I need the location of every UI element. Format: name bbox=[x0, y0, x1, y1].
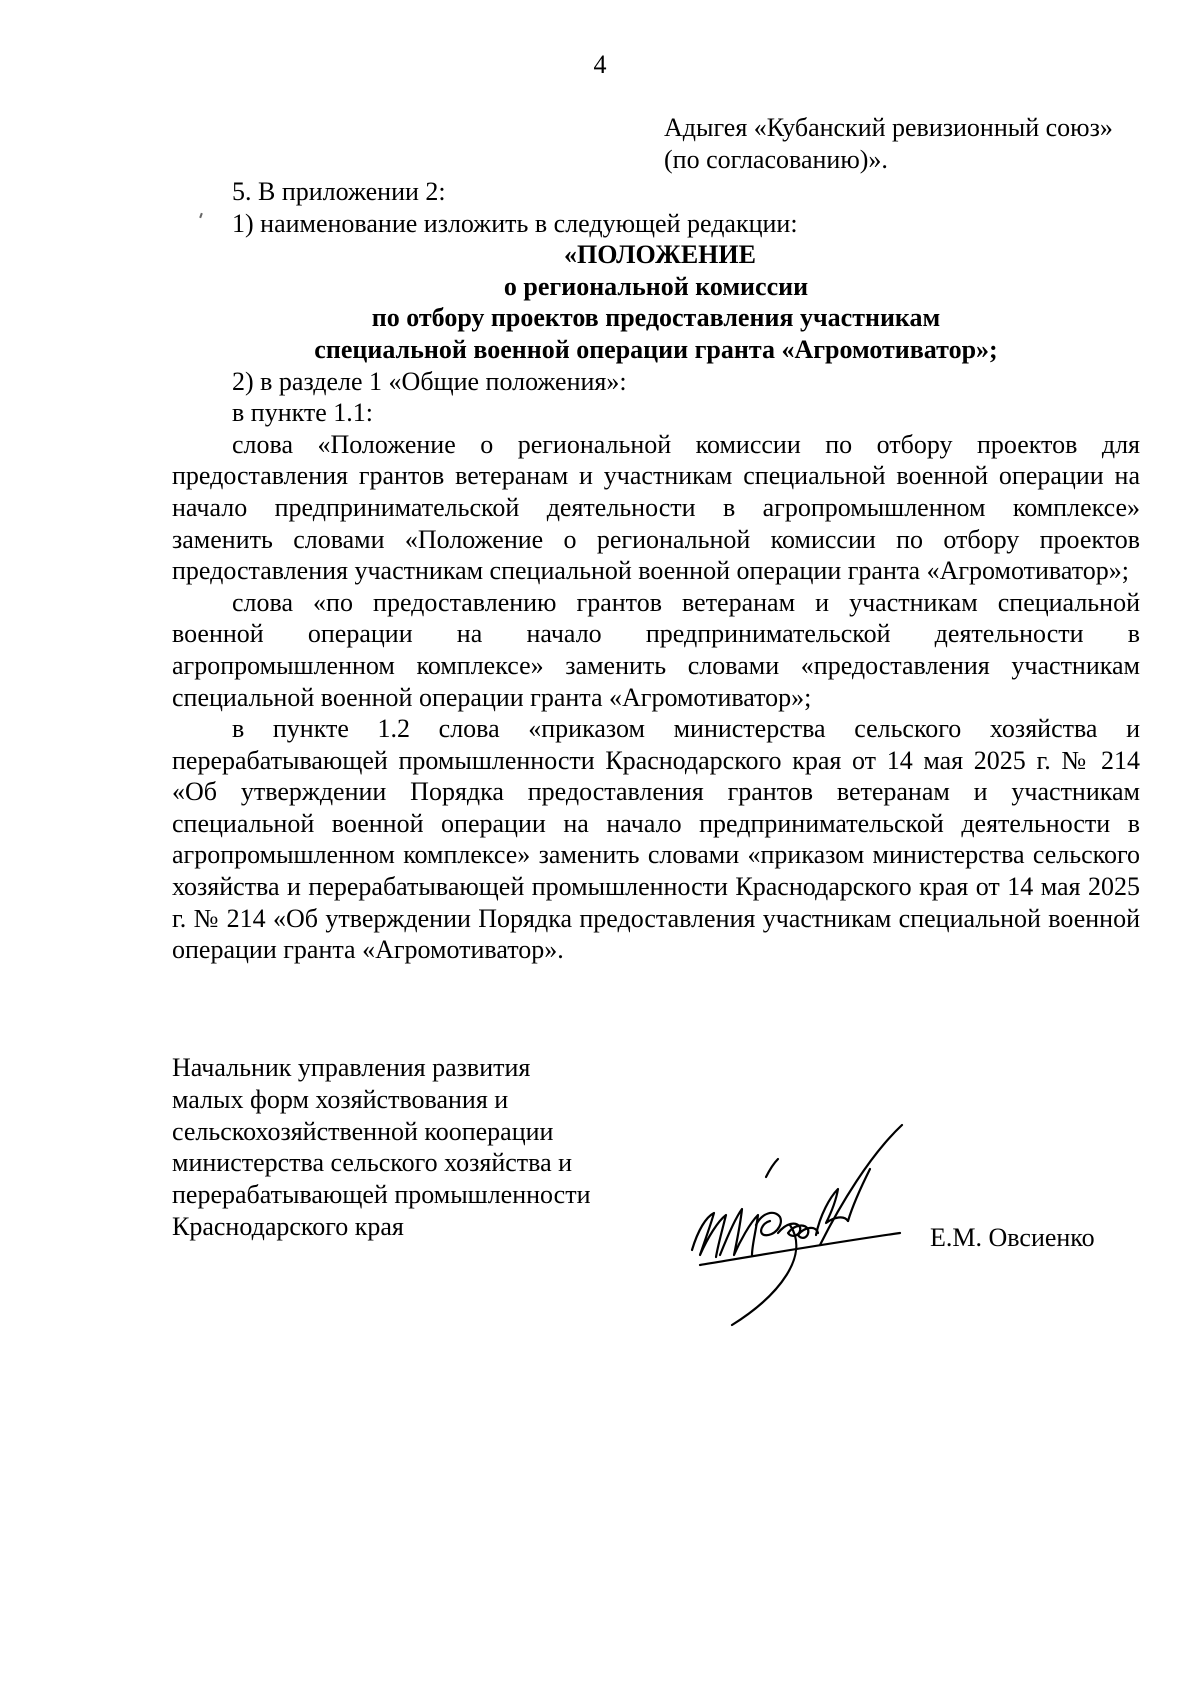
page-number: 4 bbox=[593, 50, 607, 79]
paragraph-subitem-2: 2) в разделе 1 «Общие положения»: bbox=[232, 366, 627, 396]
signatory-line: малых форм хозяйствования и bbox=[172, 1084, 509, 1114]
paragraph-replace-grants: слова «по предоставлению грантов ветеранам и участникам специальной военной операции на начало предпринимательской деятельности в агропромышленном комплексе» заменить словами «предоставления участникам специальной военной операции гранта «Агромотиватор»; bbox=[172, 587, 1140, 712]
signatory-position bbox=[172, 1052, 692, 1243]
continuation-text bbox=[664, 112, 1184, 176]
continuation-line: (по согласованию)». bbox=[664, 145, 888, 174]
signatory-line: Начальник управления развития bbox=[172, 1053, 531, 1082]
signatory-line: сельскохозяйственной кооперации bbox=[172, 1116, 554, 1146]
regulation-heading bbox=[172, 239, 1140, 365]
heading-line: «ПОЛОЖЕНИЕ bbox=[564, 240, 756, 270]
signatory-line: перерабатывающей промышленности bbox=[172, 1180, 591, 1210]
signatory-name: Е.М. Овсиенко bbox=[930, 1223, 1095, 1252]
heading-line: специальной военной операции гранта «Агромотиватор»; bbox=[314, 334, 998, 364]
continuation-line: Адыгея «Кубанский ревизионный союз» bbox=[664, 113, 1113, 142]
paragraph-item-5: 5. В приложении 2: bbox=[232, 177, 446, 206]
signatory-line: министерства сельского хозяйства и bbox=[172, 1148, 573, 1178]
paragraph-clause-1-2: в пункте 1.2 слова «приказом министерства сельского хозяйства и перерабатывающей промышленности Краснодарского края от 14 мая 2025 г. № 214 «Об утверждении Порядка предоставления грантов ветеранам и участникам специальной военной операции на начало предпринимательской деятельности в агропромышленном комплексе» заменить словами «приказом министерства сельского хозяйства и перерабатывающей промышленности Краснодарского края от 14 мая 2025 г. № 214 «Об утверждении Порядка предоставления участникам специальной военной операции гранта «Агромотиватор». bbox=[172, 714, 1140, 965]
paragraph-replace-title: слова «Положение о региональной комиссии по отбору проектов для предоставления грантов ветеранам и участникам специальной военной операции на начало предпринимательской деятельности в агропромышленном комплексе» заменить словами «Положение о региональной комиссии по отбору проектов предоставления участникам специальной военной операции гранта «Агромотиватор»; bbox=[172, 429, 1140, 586]
handwritten-signature bbox=[670, 1105, 990, 1335]
signatory-line: Краснодарского края bbox=[172, 1211, 404, 1241]
paragraph-subitem-1: 1) наименование изложить в следующей редакции: bbox=[232, 208, 798, 238]
paragraph-clause-1-1: в пункте 1.1: bbox=[232, 398, 374, 428]
heading-line: о региональной комиссии bbox=[503, 271, 809, 301]
heading-line: по отбору проектов предоставления участникам bbox=[371, 303, 941, 333]
document-body bbox=[172, 176, 1140, 966]
